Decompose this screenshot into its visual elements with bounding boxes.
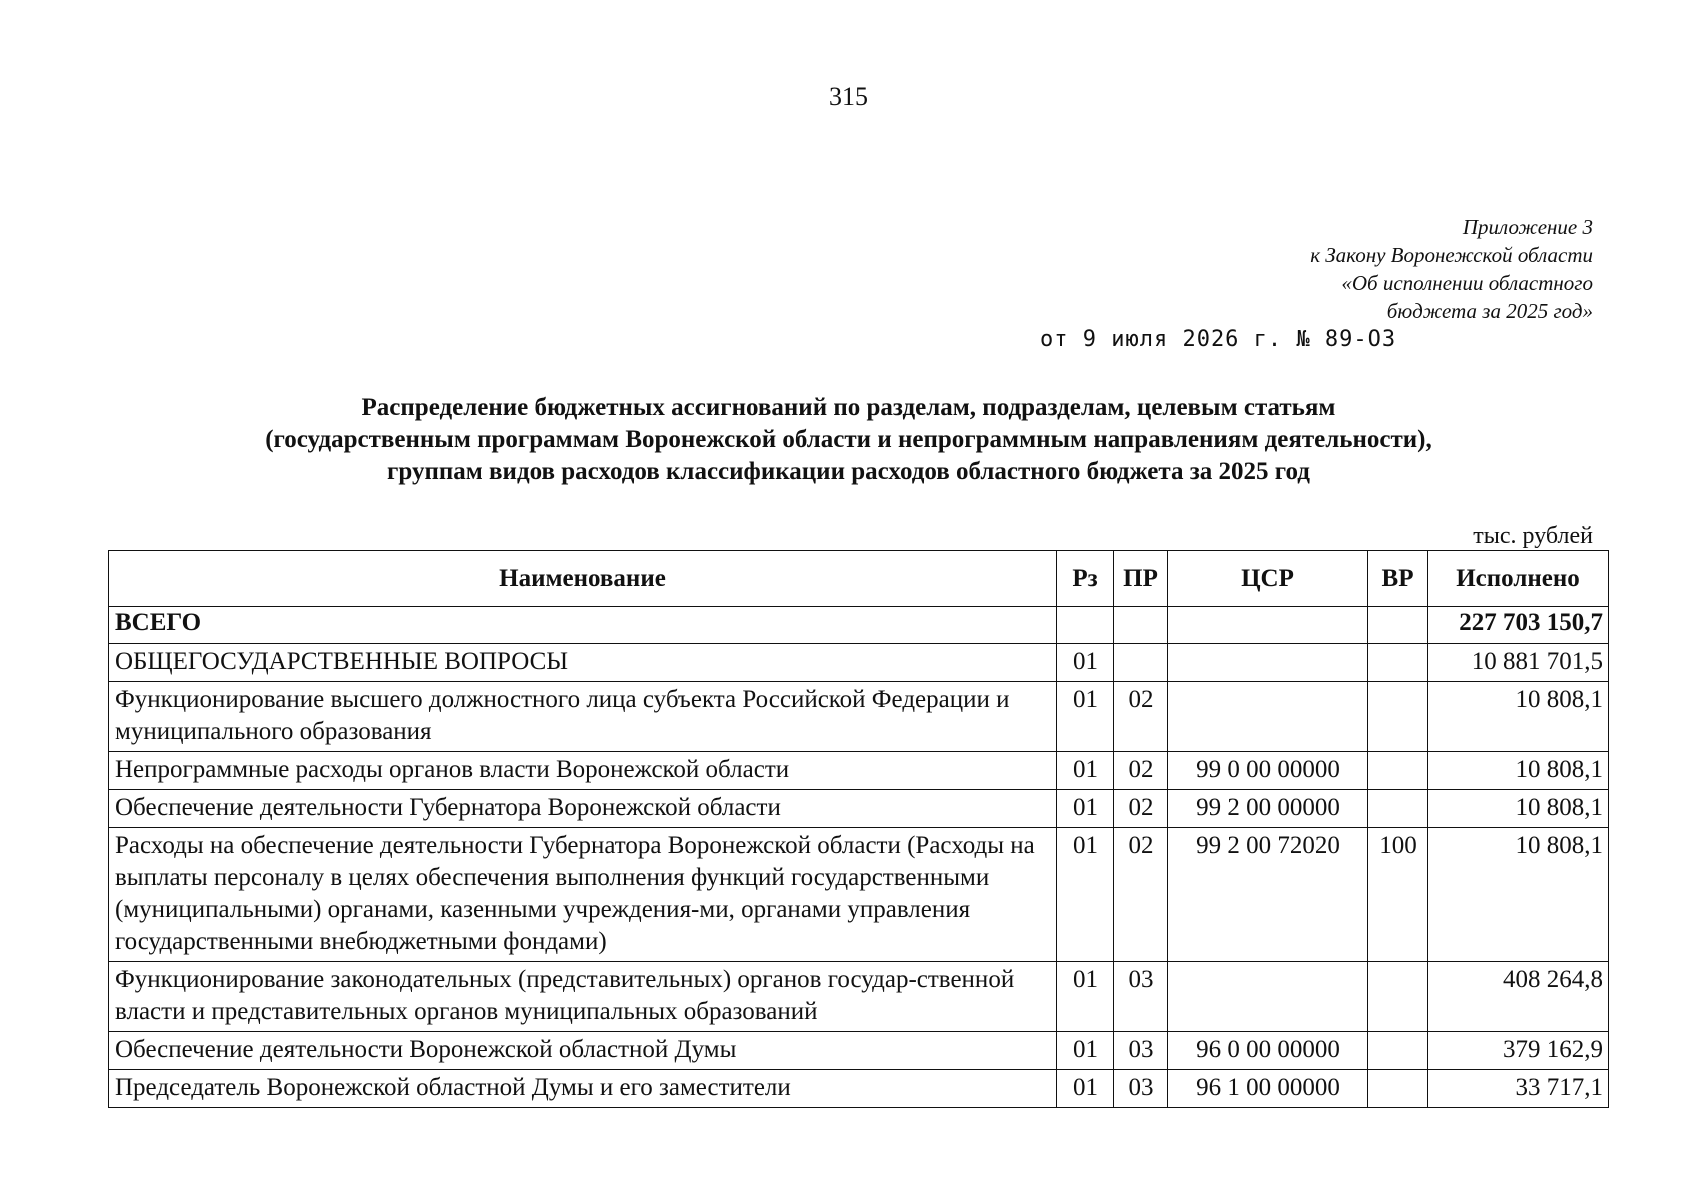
cell-amount: 227 703 150,7 xyxy=(1428,607,1609,644)
cell-csr: 99 2 00 00000 xyxy=(1168,790,1368,828)
cell-vr xyxy=(1368,682,1428,752)
cell-csr: 96 0 00 00000 xyxy=(1168,1032,1368,1070)
cell-pr xyxy=(1114,607,1168,644)
title-line: (государственным программам Воронежской области и непрограммным направлениям деятельности), xyxy=(265,426,1432,453)
table-row xyxy=(109,962,1609,1032)
cell-vr xyxy=(1368,962,1428,1032)
cell-csr: 99 2 00 72020 xyxy=(1168,828,1368,962)
cell-vr xyxy=(1368,644,1428,682)
cell-rz: 01 xyxy=(1057,644,1114,682)
cell-vr: 100 xyxy=(1368,828,1428,962)
cell-csr xyxy=(1168,644,1368,682)
title-line: Распределение бюджетных ассигнований по разделам, подразделам, целевым статьям xyxy=(361,394,1336,421)
table-row xyxy=(109,644,1609,682)
cell-name: Функционирование высшего должностного лица субъекта Российской Федерации и муниципального образования xyxy=(109,682,1057,752)
cell-vr xyxy=(1368,607,1428,644)
cell-vr xyxy=(1368,1032,1428,1070)
cell-pr: 02 xyxy=(1114,828,1168,962)
header-pr: ПР xyxy=(1114,551,1168,607)
cell-name: Непрограммные расходы органов власти Воронежской области xyxy=(109,752,1057,790)
cell-csr xyxy=(1168,962,1368,1032)
cell-vr xyxy=(1368,1070,1428,1108)
table-row xyxy=(109,1032,1609,1070)
appendix-line: бюджета за 2025 год» xyxy=(1386,299,1593,323)
cell-name: Расходы на обеспечение деятельности Губернатора Воронежской области (Расходы на выплаты персоналу в целях обеспечения выполнения функций государственными (муниципальными) органами, казенными учреждения-ми, органами управления государственными внебюджетными фондами) xyxy=(109,828,1057,962)
cell-pr: 03 xyxy=(1114,962,1168,1032)
cell-rz: 01 xyxy=(1057,1032,1114,1070)
header-csr: ЦСР xyxy=(1168,551,1368,607)
cell-rz: 01 xyxy=(1057,962,1114,1032)
appendix-line: «Об исполнении областного xyxy=(1341,271,1593,295)
document-title xyxy=(0,392,1697,488)
table-header-row xyxy=(109,551,1609,607)
cell-rz: 01 xyxy=(1057,682,1114,752)
cell-amount: 10 808,1 xyxy=(1428,682,1609,752)
appendix-header xyxy=(1310,213,1593,325)
appendix-line: Приложение 3 xyxy=(1462,215,1593,239)
title-line: группам видов расходов классификации расходов областного бюджета за 2025 год xyxy=(387,458,1310,485)
header-vr: ВР xyxy=(1368,551,1428,607)
cell-rz: 01 xyxy=(1057,790,1114,828)
cell-pr xyxy=(1114,644,1168,682)
cell-rz: 01 xyxy=(1057,1070,1114,1108)
table-row-total xyxy=(109,607,1609,644)
appendix-line: к Закону Воронежской области xyxy=(1310,243,1593,267)
cell-amount: 10 808,1 xyxy=(1428,828,1609,962)
header-amount: Исполнено xyxy=(1428,551,1609,607)
header-name: Наименование xyxy=(109,551,1057,607)
cell-csr xyxy=(1168,682,1368,752)
cell-name: ВСЕГО xyxy=(109,607,1057,644)
cell-pr: 03 xyxy=(1114,1070,1168,1108)
cell-rz: 01 xyxy=(1057,828,1114,962)
cell-amount: 408 264,8 xyxy=(1428,962,1609,1032)
cell-csr: 99 0 00 00000 xyxy=(1168,752,1368,790)
table-row xyxy=(109,682,1609,752)
cell-name: Функционирование законодательных (представительных) органов государ-ственной власти и представительных органов муниципальных образований xyxy=(109,962,1057,1032)
page-number: 315 xyxy=(829,82,868,111)
table-row xyxy=(109,752,1609,790)
table-row xyxy=(109,1070,1609,1108)
table-row xyxy=(109,790,1609,828)
table-row xyxy=(109,828,1609,962)
budget-table xyxy=(108,550,1609,1108)
cell-csr: 96 1 00 00000 xyxy=(1168,1070,1368,1108)
header-rz: Рз xyxy=(1057,551,1114,607)
cell-pr: 02 xyxy=(1114,752,1168,790)
cell-csr xyxy=(1168,607,1368,644)
cell-name: Обеспечение деятельности Воронежской областной Думы xyxy=(109,1032,1057,1070)
law-reference: от 9 июля 2026 г. № 89-ОЗ xyxy=(1040,327,1397,352)
cell-rz: 01 xyxy=(1057,752,1114,790)
cell-amount: 10 881 701,5 xyxy=(1428,644,1609,682)
cell-rz xyxy=(1057,607,1114,644)
cell-vr xyxy=(1368,752,1428,790)
cell-vr xyxy=(1368,790,1428,828)
units-label: тыс. рублей xyxy=(1473,523,1593,549)
cell-pr: 02 xyxy=(1114,790,1168,828)
cell-name: Председатель Воронежской областной Думы и его заместители xyxy=(109,1070,1057,1108)
cell-amount: 10 808,1 xyxy=(1428,790,1609,828)
cell-amount: 10 808,1 xyxy=(1428,752,1609,790)
cell-amount: 379 162,9 xyxy=(1428,1032,1609,1070)
cell-name: Обеспечение деятельности Губернатора Воронежской области xyxy=(109,790,1057,828)
cell-name: ОБЩЕГОСУДАРСТВЕННЫЕ ВОПРОСЫ xyxy=(109,644,1057,682)
cell-pr: 03 xyxy=(1114,1032,1168,1070)
cell-pr: 02 xyxy=(1114,682,1168,752)
cell-amount: 33 717,1 xyxy=(1428,1070,1609,1108)
